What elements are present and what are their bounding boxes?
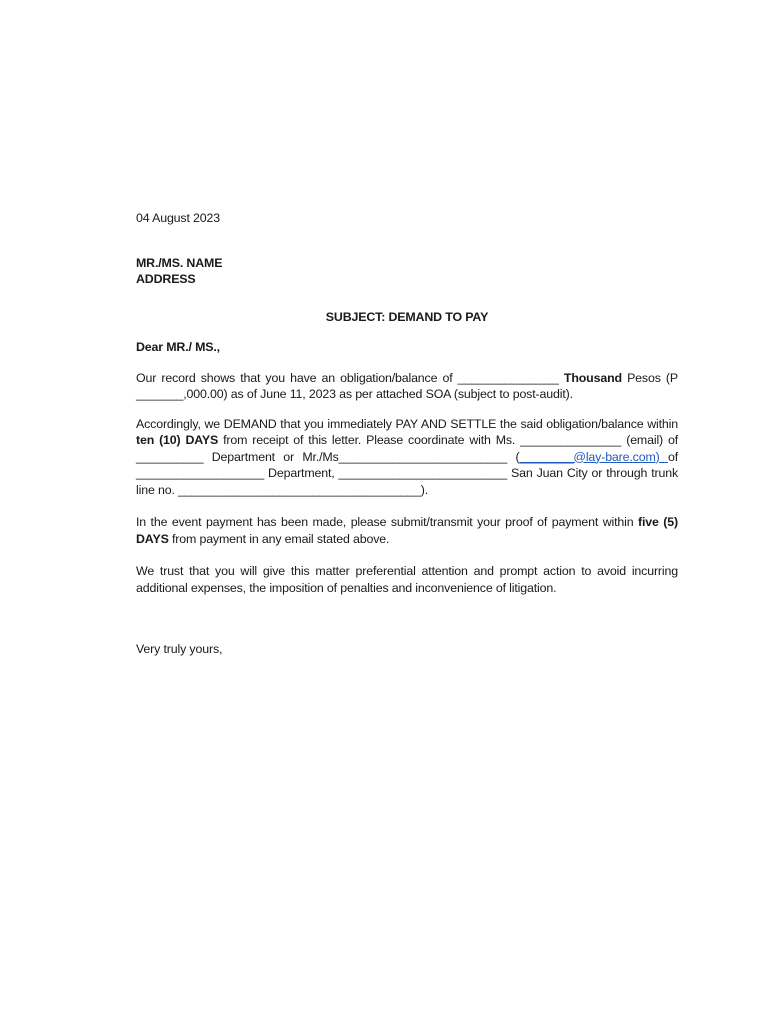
paragraph-text: Pesos (P _______,000.00) as of June 11, 2023 as per attached SOA (subject to post-audit). [136, 370, 678, 401]
paragraph-text: Our record shows that you have an obligation/balance of _______________ [136, 370, 564, 385]
paragraph-trust: We trust that you will give this matter preferential attention and prompt action to avoid incurring additional expenses, the imposition of penalties and inconvenience of litigation. [136, 564, 678, 595]
bold-text: ten (10) DAYS [136, 433, 219, 447]
paragraph-proof-of-payment [136, 514, 678, 547]
recipient-block [136, 255, 678, 288]
letter-subject: SUBJECT: DEMAND TO PAY [325, 309, 489, 324]
recipient-address: ADDRESS [136, 272, 196, 286]
bold-text: Thousand [563, 370, 622, 385]
closing: Very truly yours, [136, 642, 223, 656]
recipient-name: MR./MS. NAME [136, 255, 223, 270]
bold-text: five (5) DAYS [136, 515, 678, 546]
paragraph-text: from receipt of this letter. Please coordinate with Ms. _______________ (email) of __________ Department or Mr./Ms_________________________ ( [136, 433, 679, 464]
paragraph-text: In the event payment has been made, please submit/transmit your proof of payment within [136, 515, 639, 529]
paragraph-text: Accordingly, we DEMAND that you immediately PAY AND SETTLE the said obligation/balance within [136, 416, 678, 431]
letter-date: 04 August 2023 [136, 211, 221, 225]
paragraph-demand [136, 416, 678, 499]
demand-letter [136, 210, 678, 658]
salutation: Dear MR./ MS., [136, 340, 220, 354]
paragraph-obligation [136, 370, 678, 403]
paragraph-text: from payment in any email stated above. [168, 531, 390, 546]
email-link[interactable]: ________@lay-bare.com) [519, 449, 668, 464]
paragraph-text: of ___________________ Department, _________________________ San Juan City or through trunk line no. ____________________________________). [136, 449, 678, 497]
